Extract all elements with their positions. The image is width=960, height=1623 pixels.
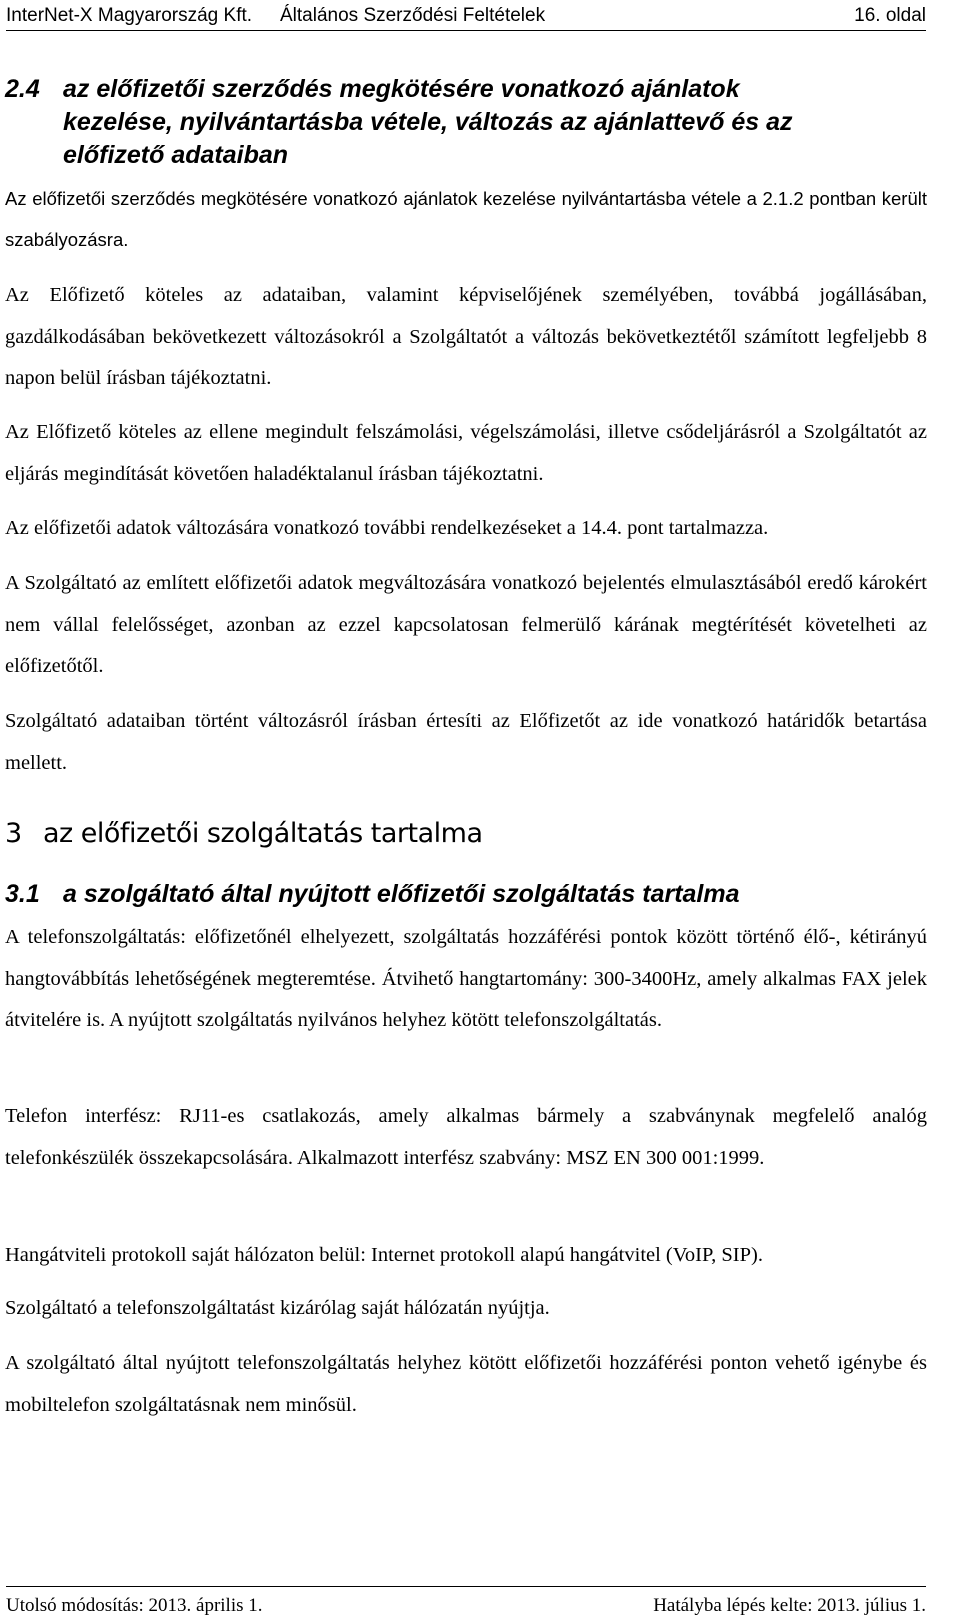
section-2-4-title-line1: az előfizetői szerződés megkötésére vonatkozó ajánlatok <box>63 75 740 103</box>
paragraph: A szolgáltató által nyújtott telefonszolgáltatás helyhez kötött előfizetői hozzáférési ponton vehető igénybe és mobiltelefon szolgáltatásnak nem minősül. <box>5 1352 927 1416</box>
section-2-4-number: 2.4 <box>5 75 40 103</box>
section-2-4-heading <box>5 73 927 172</box>
header-page-number: 16. oldal <box>854 5 926 26</box>
paragraph: A Szolgáltató az említett előfizetői adatok megváltozására vonatkozó bejelentés elmulasztásából eredő károkért nem vállal felelősséget, azonban az ezzel kapcsolatosan felmerülő kárának megtérítését követelheti az előfizetőtől. <box>5 572 927 677</box>
paragraph: Szolgáltató a telefonszolgáltatást kizárólag saját hálózatán nyújtja. <box>5 1297 550 1319</box>
paragraph: Szolgáltató adataiban történt változásról írásban értesíti az Előfizetőt az ide vonatkozó határidők betartása mellett. <box>5 710 927 774</box>
paragraph: A telefonszolgáltatás: előfizetőnél elhelyezett, szolgáltatás hozzáférési pontok között történő élő-, kétirányú hangtovábbítás lehetőségének megteremtése. Átvihető hangtartomány: 300-3400Hz, amely alkalmas FAX jelek átvitelére is. A nyújtott szolgáltatás nyilvános helyhez kötött telefonszolgáltatás. <box>5 926 927 1031</box>
header-company: InterNet-X Magyarország Kft. <box>6 5 253 26</box>
paragraph: Az Előfizető köteles az ellene megindult felszámolási, végelszámolási, illetve csődeljárásról a Szolgáltatót az eljárás megindítását követően haladéktalanul írásban tájékoztatni. <box>5 421 927 485</box>
paragraph: Telefon interfész: RJ11-es csatlakozás, amely alkalmas bármely a szabványnak megfelelő analóg telefonkészülék összekapcsolására. Alkalmazott interfész szabvány: MSZ EN 300 001:1999. <box>5 1105 927 1169</box>
footer-last-modified: Utolsó módosítás: 2013. április 1. <box>6 1595 263 1616</box>
footer-effective-date: Hatályba lépés kelte: 2013. július 1. <box>653 1595 926 1616</box>
page-footer <box>6 1586 926 1623</box>
section-2-4-title-line3: előfizető adataiban <box>63 141 289 169</box>
section-3-1-title: a szolgáltató által nyújtott előfizetői szolgáltatás tartalma <box>63 880 740 908</box>
header-document-title: Általános Szerződési Feltételek <box>280 5 546 26</box>
section-3-number: 3 <box>5 818 22 849</box>
section-3-heading <box>5 812 927 856</box>
section-3-1-number: 3.1 <box>5 880 40 908</box>
paragraph: Hangátviteli protokoll saját hálózaton belül: Internet protokoll alapú hangátvitel (VoIP, SIP). <box>5 1244 763 1266</box>
section-3-1-heading <box>5 878 927 911</box>
section-2-4-title-line2: kezelése, nyilvántartásba vétele, változás az ajánlattevő és az <box>63 108 793 136</box>
paragraph: Az Előfizető köteles az adataiban, valamint képviselőjének személyében, továbbá jogállásában, gazdálkodásában bekövetkezett változásokról a Szolgáltatót a változás bekövetkeztétől számított legfeljebb 8 napon belül írásban tájékoztatni. <box>5 284 927 389</box>
section-3-title: az előfizetői szolgáltatás tartalma <box>43 818 483 849</box>
paragraph: Az előfizetői adatok változására vonatkozó további rendelkezéseket a 14.4. pont tartalmazza. <box>5 517 769 539</box>
section-2-4-intro: Az előfizetői szerződés megkötésére vonatkozó ajánlatok kezelése nyilvántartásba vétele a 2.1.2 pontban került szabályozásra. <box>5 188 927 250</box>
page-header <box>6 2 926 31</box>
